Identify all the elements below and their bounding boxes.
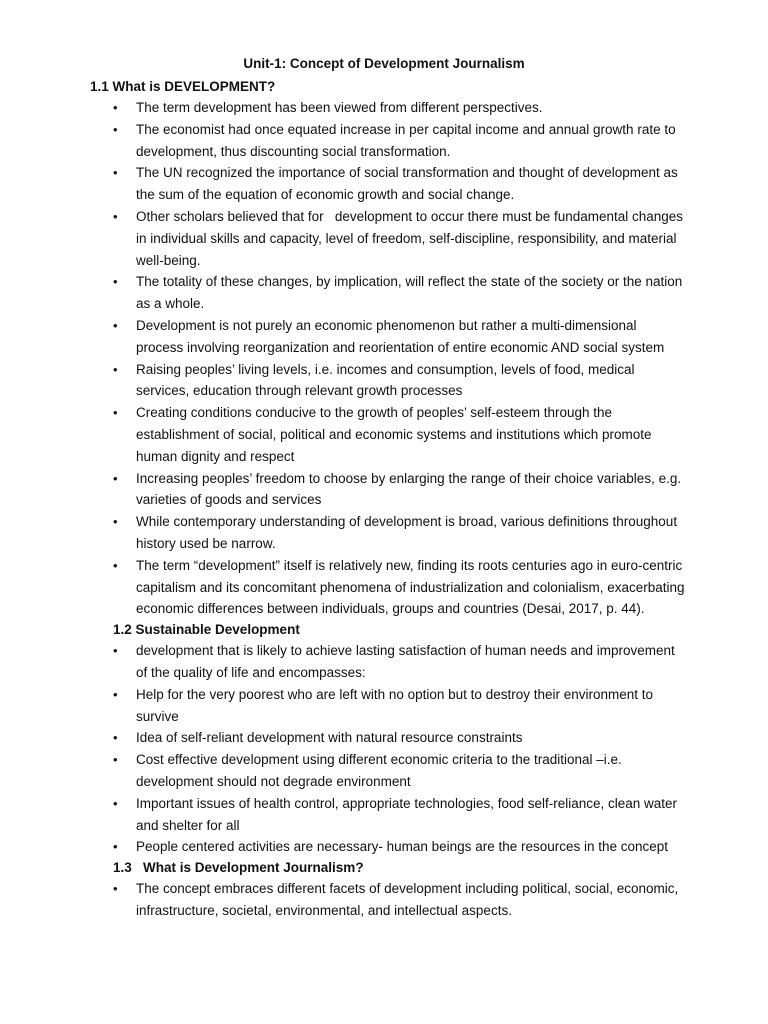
list-item-text: Important issues of health control, appropriate technologies, food self-reliance, clean water and shelter for all [136, 795, 678, 833]
list-item [0, 640, 768, 684]
list-item-text: The economist had once equated increase in per capital income and annual growth rate to development, thus discounting social transformation. [136, 121, 676, 159]
bullet-icon: • [113, 405, 118, 421]
list-item [0, 206, 768, 271]
list-item [0, 511, 768, 555]
list-item-text: Development is not purely an economic phenomenon but rather a multi-dimensional process involving reorganization and reorientation of entire economic AND social system [136, 317, 665, 355]
bullet-icon: • [113, 470, 118, 486]
section-heading-development-journalism: 1.3 What is Development Journalism? [113, 860, 364, 876]
list-item [0, 97, 768, 119]
list-item [0, 119, 768, 163]
list-item-text: While contemporary understanding of development is broad, various definitions throughout history used be narrow. [136, 514, 678, 551]
bullet-icon: • [113, 795, 118, 811]
list-item [0, 555, 768, 620]
list-item [0, 468, 768, 512]
bullet-icon: • [113, 121, 118, 137]
list-item-text: The term “development” itself is relatively new, finding its roots centuries ago in euro-centric capitalism and its concomitant phenomena of industrialization and colonialism, exacerbating economic differences between individuals, groups and countries (Desai, 2017, p. 44). [136, 557, 685, 617]
bullet-icon: • [113, 100, 118, 115]
section-heading-what-is-development: 1.1 What is DEVELOPMENT? [90, 79, 276, 94]
list-item [0, 727, 768, 749]
bullet-icon: • [113, 643, 118, 659]
list-item-text: The concept embraces different facets of development including political, social, economic, infrastructure, societal, environmental, and intellectual aspects. [136, 881, 679, 918]
list-item [0, 315, 768, 359]
list-item-text: The term development has been viewed from different perspectives. [136, 100, 543, 115]
list-item-text: Raising peoples’ living levels, i.e. incomes and consumption, levels of food, medical services, education through relevant growth processes [136, 361, 635, 399]
bullet-icon: • [113, 165, 118, 181]
list-item-text: The totality of these changes, by implication, will reflect the state of the society or the nation as a whole. [136, 274, 683, 312]
bullet-list-sustainable [0, 640, 768, 858]
list-item-text: Idea of self-reliant development with natural resource constraints [136, 730, 523, 746]
bullet-icon: • [113, 317, 118, 333]
list-item [0, 878, 768, 922]
list-item-text: development that is likely to achieve lasting satisfaction of human needs and improvement of the quality of life and encompasses: [136, 643, 675, 680]
bullet-icon: • [113, 730, 118, 746]
bullet-list-journalism [0, 878, 768, 922]
list-item [0, 836, 768, 858]
bullet-list-development [0, 97, 768, 620]
list-item-text: Help for the very poorest who are left with no option but to destroy their environment to survive [136, 686, 654, 724]
list-item [0, 359, 768, 403]
list-item-text: Creating conditions conducive to the growth of peoples’ self-esteem through the establishment of social, political and economic systems and institutions which promote human dignity and respect [136, 405, 652, 464]
bullet-icon: • [113, 839, 118, 855]
document-title: Unit-1: Concept of Development Journalism [243, 56, 525, 71]
section-heading-sustainable-development: 1.2 Sustainable Development [113, 622, 300, 638]
list-item [0, 684, 768, 728]
list-item-text: Cost effective development using different economic criteria to the traditional –i.e. development should not degrade environment [136, 752, 622, 789]
list-item [0, 793, 768, 837]
bullet-icon: • [113, 514, 118, 530]
list-item-text: The UN recognized the importance of social transformation and thought of development as the sum of the equation of economic growth and social change. [136, 165, 678, 203]
bullet-icon: • [113, 752, 118, 768]
bullet-icon: • [113, 557, 118, 573]
list-item-text: Increasing peoples’ freedom to choose by enlarging the range of their choice variables, e.g. varieties of goods and services [136, 470, 682, 508]
list-item [0, 162, 768, 206]
list-item [0, 271, 768, 315]
list-item [0, 402, 768, 467]
list-item-text: People centered activities are necessary- human beings are the resources in the concept [136, 839, 669, 855]
bullet-icon: • [113, 274, 118, 290]
bullet-icon: • [113, 361, 118, 377]
list-item-text: Other scholars believed that for development to occur there must be fundamental changes in individual skills and capacity, level of freedom, self-discipline, responsibility, and material well-being. [136, 208, 687, 268]
bullet-icon: • [113, 881, 118, 897]
bullet-icon: • [113, 208, 118, 224]
list-item [0, 749, 768, 793]
bullet-icon: • [113, 686, 118, 702]
